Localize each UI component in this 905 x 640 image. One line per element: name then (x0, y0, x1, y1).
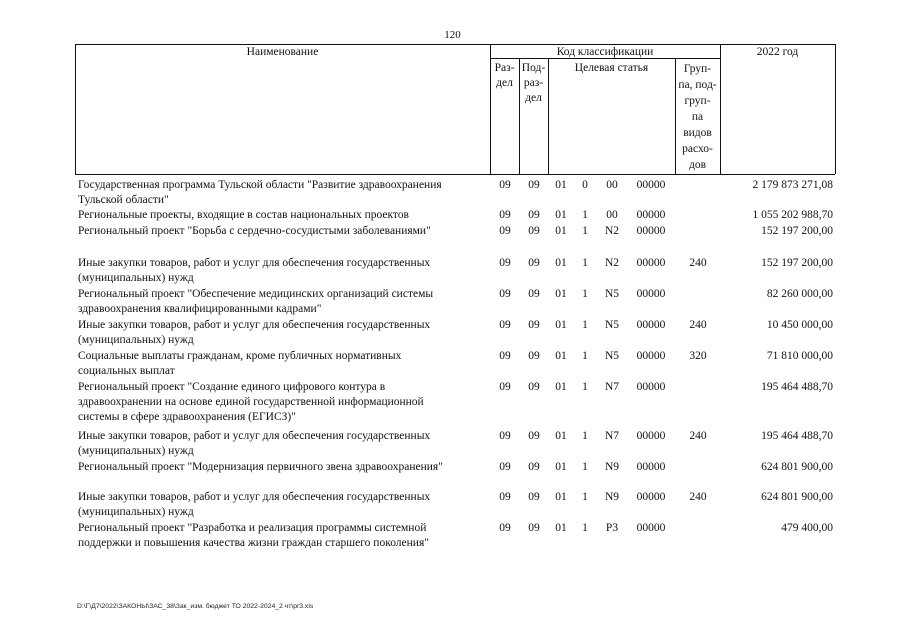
header-group-line: па, под- (678, 79, 717, 91)
row-amount: 152 197 200,00 (761, 225, 833, 237)
page-number: 120 (444, 29, 461, 41)
header-podrazdel-line: раз- (523, 77, 544, 89)
row-name-line: (муниципальных) нужд (78, 334, 194, 346)
program-code: 01 (555, 179, 567, 191)
subprogram-code: 1 (582, 491, 588, 503)
program-code: 01 (555, 430, 567, 442)
program-code: 01 (555, 225, 567, 237)
header-group-line: видов (683, 127, 712, 139)
subprogram-code: 0 (582, 179, 588, 191)
project-code: N5 (604, 288, 620, 300)
row-name (78, 224, 483, 239)
project-code: N5 (604, 319, 620, 331)
direction-code: 00000 (636, 225, 666, 237)
header-group-line: расхо- (682, 143, 713, 155)
direction-code: 00000 (636, 288, 666, 300)
direction-code: 00000 (636, 179, 666, 191)
row-name-line: (муниципальных) нужд (78, 272, 194, 284)
header-group (675, 61, 720, 173)
row-name (78, 429, 483, 459)
subprogram-code: 1 (582, 288, 588, 300)
row-amount: 624 801 900,00 (761, 461, 833, 473)
podrazdel-code: 09 (528, 209, 540, 221)
header-razdel-line: Раз- (494, 62, 515, 74)
row-name-line: Региональные проекты, входящие в состав национальных проектов (78, 209, 409, 221)
project-code: N2 (604, 225, 620, 237)
razdel-code: 09 (499, 209, 511, 221)
direction-code: 00000 (636, 350, 666, 362)
group-code: 240 (689, 319, 707, 331)
row-name-line: Иные закупки товаров, работ и услуг для обеспечения государственных (78, 430, 431, 442)
row-name-line: социальных выплат (78, 365, 175, 377)
subprogram-code: 1 (582, 430, 588, 442)
header-razdel-line: дел (496, 77, 513, 89)
project-code: N2 (604, 257, 620, 269)
podrazdel-code: 09 (528, 430, 540, 442)
subprogram-code: 1 (582, 381, 588, 393)
subprogram-code: 1 (582, 225, 588, 237)
project-code: P3 (605, 522, 619, 534)
podrazdel-code: 09 (528, 381, 540, 393)
razdel-code: 09 (499, 225, 511, 237)
razdel-code: 09 (499, 350, 511, 362)
program-code: 01 (555, 461, 567, 473)
row-name-line: Региональный проект "Борьба с сердечно-сосудистыми заболеваниями" (78, 225, 431, 237)
podrazdel-code: 09 (528, 257, 540, 269)
row-name-line: Региональный проект "Обеспечение медицинских организаций системы (78, 288, 434, 300)
subprogram-code: 1 (582, 257, 588, 269)
project-code: N9 (604, 491, 620, 503)
row-amount: 2 179 873 271,08 (752, 179, 833, 191)
header-target: Целевая статья (574, 62, 649, 74)
header-code-group: Код классификации (556, 46, 654, 58)
row-name (78, 490, 483, 520)
row-name-line: Региональный проект "Модернизация первичного звена здравоохранения" (78, 461, 443, 473)
header-bottom-border (75, 174, 835, 175)
project-code: N7 (604, 381, 620, 393)
program-code: 01 (555, 288, 567, 300)
header-podrazdel-line: дел (525, 92, 542, 104)
header-year: 2022 год (756, 46, 799, 58)
subprogram-code: 1 (582, 522, 588, 534)
subprogram-code: 1 (582, 461, 588, 473)
podrazdel-code: 09 (528, 461, 540, 473)
program-code: 01 (555, 491, 567, 503)
header-left-border (75, 44, 76, 174)
row-name-line: Региональный проект "Создание единого цифрового контура в (78, 381, 386, 393)
row-name-line: Иные закупки товаров, работ и услуг для обеспечения государственных (78, 319, 431, 331)
razdel-code: 09 (499, 430, 511, 442)
podrazdel-code: 09 (528, 179, 540, 191)
row-name (78, 318, 483, 348)
row-amount: 195 464 488,70 (761, 381, 833, 393)
row-name (78, 287, 483, 317)
row-name-line: Иные закупки товаров, работ и услуг для обеспечения государственных (78, 257, 431, 269)
podrazdel-code: 09 (528, 225, 540, 237)
group-code: 240 (689, 491, 707, 503)
row-name (78, 349, 483, 379)
row-amount: 479 400,00 (781, 522, 833, 534)
group-code: 240 (689, 430, 707, 442)
program-code: 01 (555, 257, 567, 269)
header-group-line: груп- (684, 95, 711, 107)
subprogram-code: 1 (582, 350, 588, 362)
direction-code: 00000 (636, 430, 666, 442)
row-name (78, 380, 483, 425)
row-name-line: Региональный проект "Разработка и реализация программы системной (78, 522, 427, 534)
direction-code: 00000 (636, 209, 666, 221)
row-amount: 195 464 488,70 (761, 430, 833, 442)
razdel-code: 09 (499, 461, 511, 473)
row-name (78, 460, 483, 475)
program-code: 01 (555, 209, 567, 221)
row-name (78, 256, 483, 286)
razdel-code: 09 (499, 257, 511, 269)
row-name-line: здравоохранении на основе единой государственной информационной (78, 396, 424, 408)
podrazdel-code: 09 (528, 288, 540, 300)
header-group-line: па (691, 111, 704, 123)
row-name-line: (муниципальных) нужд (78, 445, 194, 457)
row-amount: 624 801 900,00 (761, 491, 833, 503)
footer-file-path: D:\Г\Д7\2022\ЗАКОНЫ\ЗАС_38\Зак_изм. бюджет ТО 2022-2024_2 чт\pr3.xls (77, 603, 314, 610)
header-group-line: дов (688, 159, 707, 171)
razdel-code: 09 (499, 381, 511, 393)
row-name-line: Государственная программа Тульской области "Развитие здравоохранения (78, 179, 442, 191)
row-name (78, 521, 483, 551)
project-code: N7 (604, 430, 620, 442)
program-code: 01 (555, 350, 567, 362)
razdel-code: 09 (499, 522, 511, 534)
program-code: 01 (555, 381, 567, 393)
row-name-line: Социальные выплаты гражданам, кроме публичных нормативных (78, 350, 402, 362)
header-group-line: Груп- (683, 63, 712, 75)
header-name: Наименование (246, 46, 319, 58)
direction-code: 00000 (636, 461, 666, 473)
podrazdel-code: 09 (528, 491, 540, 503)
header-divider-group (720, 44, 721, 174)
project-code: N9 (604, 461, 620, 473)
subprogram-code: 1 (582, 209, 588, 221)
direction-code: 00000 (636, 319, 666, 331)
direction-code: 00000 (636, 522, 666, 534)
row-name (78, 178, 483, 208)
row-name-line: здравоохранения квалифицированными кадрами" (78, 303, 322, 315)
row-amount: 82 260 000,00 (766, 288, 833, 300)
podrazdel-code: 09 (528, 319, 540, 331)
row-name-line: поддержки и повышения качества жизни граждан старшего поколения" (78, 537, 429, 549)
row-name-line: системы в сфере здравоохранения (ЕГИСЗ)" (78, 411, 296, 423)
row-name-line: Тульской области" (78, 194, 169, 206)
row-name (78, 208, 483, 223)
project-code: 00 (606, 179, 618, 191)
group-code: 240 (689, 257, 707, 269)
row-amount: 10 450 000,00 (766, 319, 833, 331)
header-razdel (490, 61, 519, 91)
razdel-code: 09 (499, 319, 511, 331)
direction-code: 00000 (636, 381, 666, 393)
direction-code: 00000 (636, 257, 666, 269)
header-podrazdel-line: Под- (521, 62, 546, 74)
razdel-code: 09 (499, 491, 511, 503)
row-amount: 71 810 000,00 (766, 350, 833, 362)
project-code: 00 (606, 209, 618, 221)
direction-code: 00000 (636, 491, 666, 503)
podrazdel-code: 09 (528, 350, 540, 362)
podrazdel-code: 09 (528, 522, 540, 534)
subprogram-code: 1 (582, 319, 588, 331)
program-code: 01 (555, 522, 567, 534)
row-name-line: Иные закупки товаров, работ и услуг для обеспечения государственных (78, 491, 431, 503)
razdel-code: 09 (499, 179, 511, 191)
row-amount: 1 055 202 988,70 (752, 209, 833, 221)
razdel-code: 09 (499, 288, 511, 300)
row-amount: 152 197 200,00 (761, 257, 833, 269)
program-code: 01 (555, 319, 567, 331)
row-name-line: (муниципальных) нужд (78, 506, 194, 518)
header-right-border (835, 44, 836, 174)
group-code: 320 (689, 350, 707, 362)
project-code: N5 (604, 350, 620, 362)
header-podrazdel (519, 61, 548, 106)
